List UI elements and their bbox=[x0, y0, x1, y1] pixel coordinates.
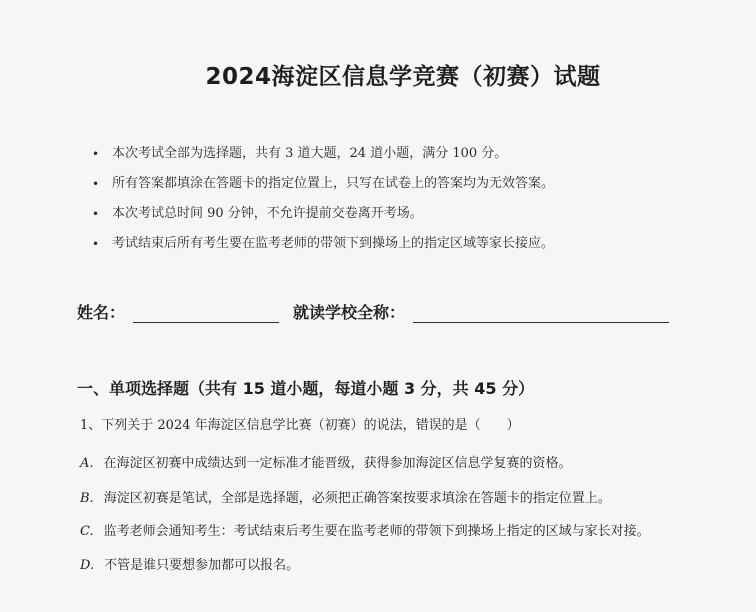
option-text: 在海淀区初赛中成绩达到一定标准才能晋级，获得参加海淀区信息学复赛的资格。 bbox=[103, 456, 572, 471]
instruction-text: 所有答案都填涂在答题卡的指定位置上，只写在试卷上的答案均为无效答案。 bbox=[112, 176, 555, 191]
instruction-item bbox=[90, 233, 554, 263]
option-d bbox=[80, 554, 299, 573]
question-stem: 1、下列关于 2024 年海淀区信息学比赛（初赛）的说法，错误的是（ ） bbox=[80, 418, 520, 433]
option-letter: C. bbox=[80, 524, 94, 539]
instruction-item bbox=[90, 143, 554, 173]
instruction-item bbox=[90, 203, 554, 233]
bullet-icon: • bbox=[92, 177, 100, 191]
option-text: 海淀区初赛是笔试，全部是选择题，必须把正确答案按要求填涂在答题卡的指定位置上。 bbox=[103, 491, 611, 506]
option-text: 监考老师会通知考生：考试结束后考生要在监考老师的带领下到操场上指定的区域与家长对接。 bbox=[103, 524, 650, 539]
option-a bbox=[80, 452, 572, 471]
exam-title: 2024海淀区信息学竞赛（初赛）试题 bbox=[205, 64, 601, 90]
school-label: 就读学校全称： bbox=[293, 303, 406, 322]
section-heading: 一、单项选择题（共有 15 道小题，每道小题 3 分，共 45 分） bbox=[77, 379, 535, 398]
option-letter: D. bbox=[80, 558, 95, 573]
instruction-text: 本次考试全部为选择题，共有 3 道大题，24 道小题，满分 100 分。 bbox=[112, 146, 508, 161]
option-text: 不管是谁只要想参加都可以报名。 bbox=[104, 558, 300, 573]
option-letter: B. bbox=[80, 491, 94, 506]
school-blank[interactable] bbox=[413, 304, 669, 323]
name-blank[interactable] bbox=[133, 304, 279, 323]
instruction-text: 本次考试总时间 90 分钟，不允许提前交卷离开考场。 bbox=[112, 206, 423, 221]
option-c bbox=[80, 520, 650, 539]
bullet-icon: • bbox=[92, 207, 100, 221]
instruction-item bbox=[90, 173, 554, 203]
name-label: 姓名： bbox=[77, 303, 126, 322]
option-b bbox=[80, 487, 611, 506]
instructions-list bbox=[90, 143, 554, 263]
bullet-icon: • bbox=[92, 237, 100, 251]
student-info-row bbox=[77, 300, 683, 323]
option-letter: A. bbox=[80, 456, 94, 471]
bullet-icon: • bbox=[92, 147, 100, 161]
instruction-text: 考试结束后所有考生要在监考老师的带领下到操场上的指定区域等家长接应。 bbox=[112, 236, 555, 251]
